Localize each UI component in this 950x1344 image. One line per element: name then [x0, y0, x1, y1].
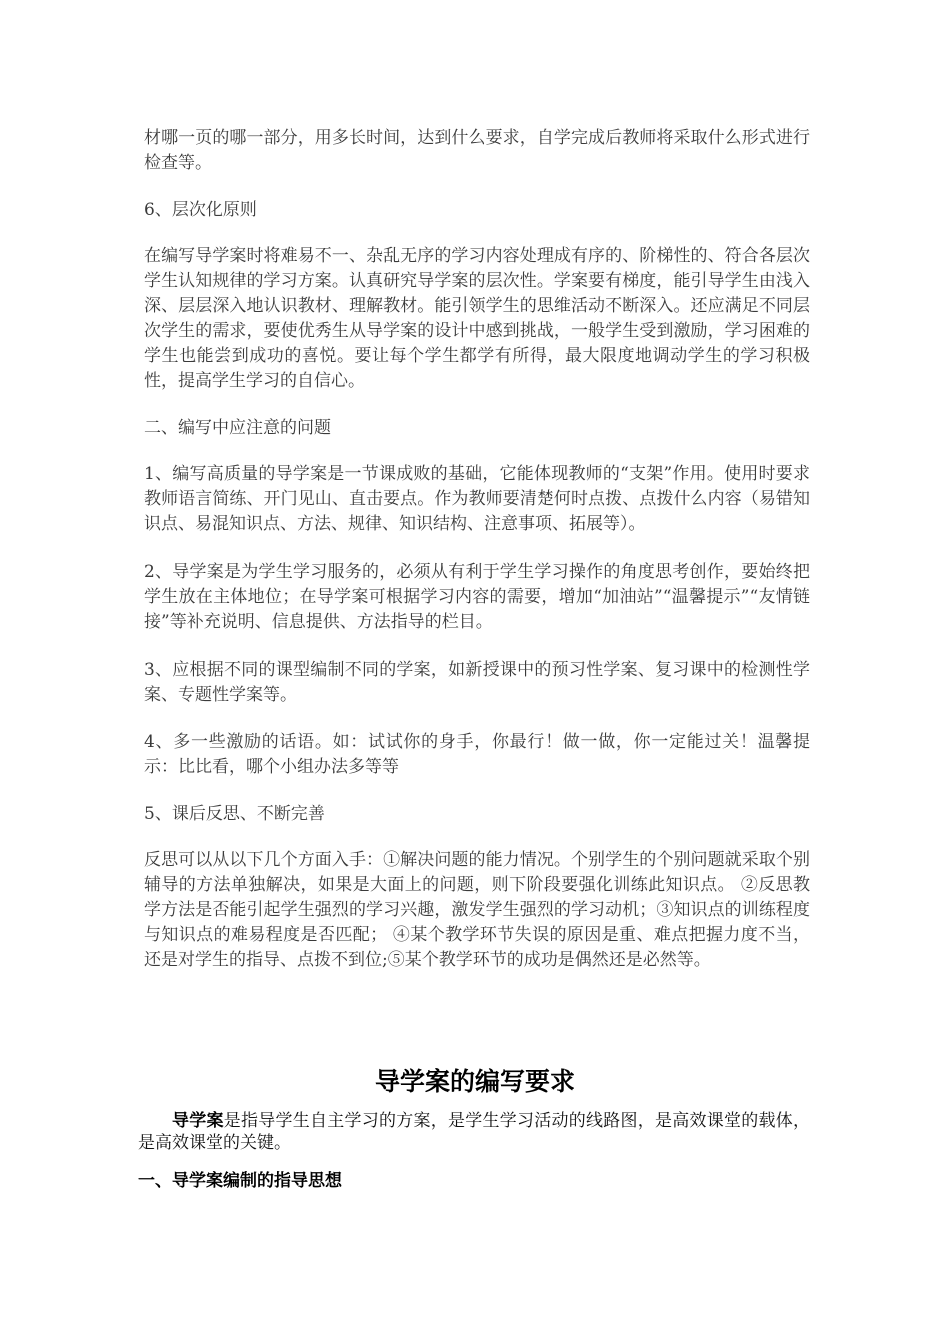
paragraph-layered-principle: 在编写导学案时将难易不一、杂乱无序的学习内容处理成有序的、阶梯性的、符合各层次学生认知规律的学习方案。认真研究导学案的层次性。学案要有梯度，能引导学生由浅入深、层层深入地认识教材、理解教材。能引领学生的思维活动不断深入。还应满足不同层次学生的需求，要使优秀生从导学案的设计中感到挑战，一般学生受到激励，学习困难的学生也能尝到成功的喜悦。要让每个学生都学有所得，最大限度地调动学生的学习积极性，提高学生学习的自信心。 — [144, 246, 810, 391]
paragraph-note-3: 3、应根据不同的课型编制不同的学案，如新授课中的预习性学案、复习课中的检测性学案、专题性学案等。 — [144, 660, 810, 705]
section-heading-guiding-thought: 一、导学案编制的指导思想 — [138, 1171, 342, 1191]
intro-text: 是指导学生自主学习的方案，是学生学习活动的线路图，是高效课堂的载体，是高效课堂的关键。 — [138, 1111, 810, 1153]
paragraph-note-1: 1、编写高质量的导学案是一节课成败的基础，它能体现教师的“支架”作用。使用时要求教师语言简练、开门见山、直击要点。作为教师要清楚何时点拨、点拨什么内容（易错知识点、易混知识点、方法、规律、知识结构、注意事项、拓展等）。 — [144, 464, 810, 534]
intro-paragraph — [138, 1110, 810, 1154]
paragraph-note-2: 2、导学案是为学生学习服务的，必须从有利于学生学习操作的角度思考创作，要始终把学生放在主体地位；在导学案可根据学习内容的需要，增加“加油站”“温馨提示”“友情链接”等补充说明、信息提供、方法指导的栏目。 — [144, 562, 810, 632]
intro-bold-term: 导学案 — [172, 1111, 224, 1131]
item-heading-reflection: 5、课后反思、不断完善 — [144, 804, 325, 824]
paragraph-note-4: 4、多一些激励的话语。如：试试你的身手，你最行！做一做，你一定能过关！温馨提示：比比看，哪个小组办法多等等 — [144, 732, 810, 777]
item-heading-layered-principle: 6、层次化原则 — [144, 200, 257, 220]
section-heading-notes: 二、编写中应注意的问题 — [144, 418, 331, 438]
paragraph-continued-text: 材哪一页的哪一部分，用多长时间，达到什么要求，自学完成后教师将采取什么形式进行检查等。 — [144, 128, 810, 173]
paragraph-reflection: 反思可以从以下几个方面入手：①解决问题的能力情况。个别学生的个别问题就采取个别辅导的方法单独解决，如果是大面上的问题，则下阶段要强化训练此知识点。 ②反思教学方法是否能引起学生强烈的学习兴趣，激发学生强烈的学习动机；③知识点的训练程度与知识点的难易程度是否匹配； ④某个教学环节失误的原因是重、难点把握力度不当，还是对学生的指导、点拨不到位;⑤某个教学环节的成功是偶然还是必然等。 — [144, 850, 810, 970]
document-title: 导学案的编写要求 — [374, 1067, 575, 1096]
